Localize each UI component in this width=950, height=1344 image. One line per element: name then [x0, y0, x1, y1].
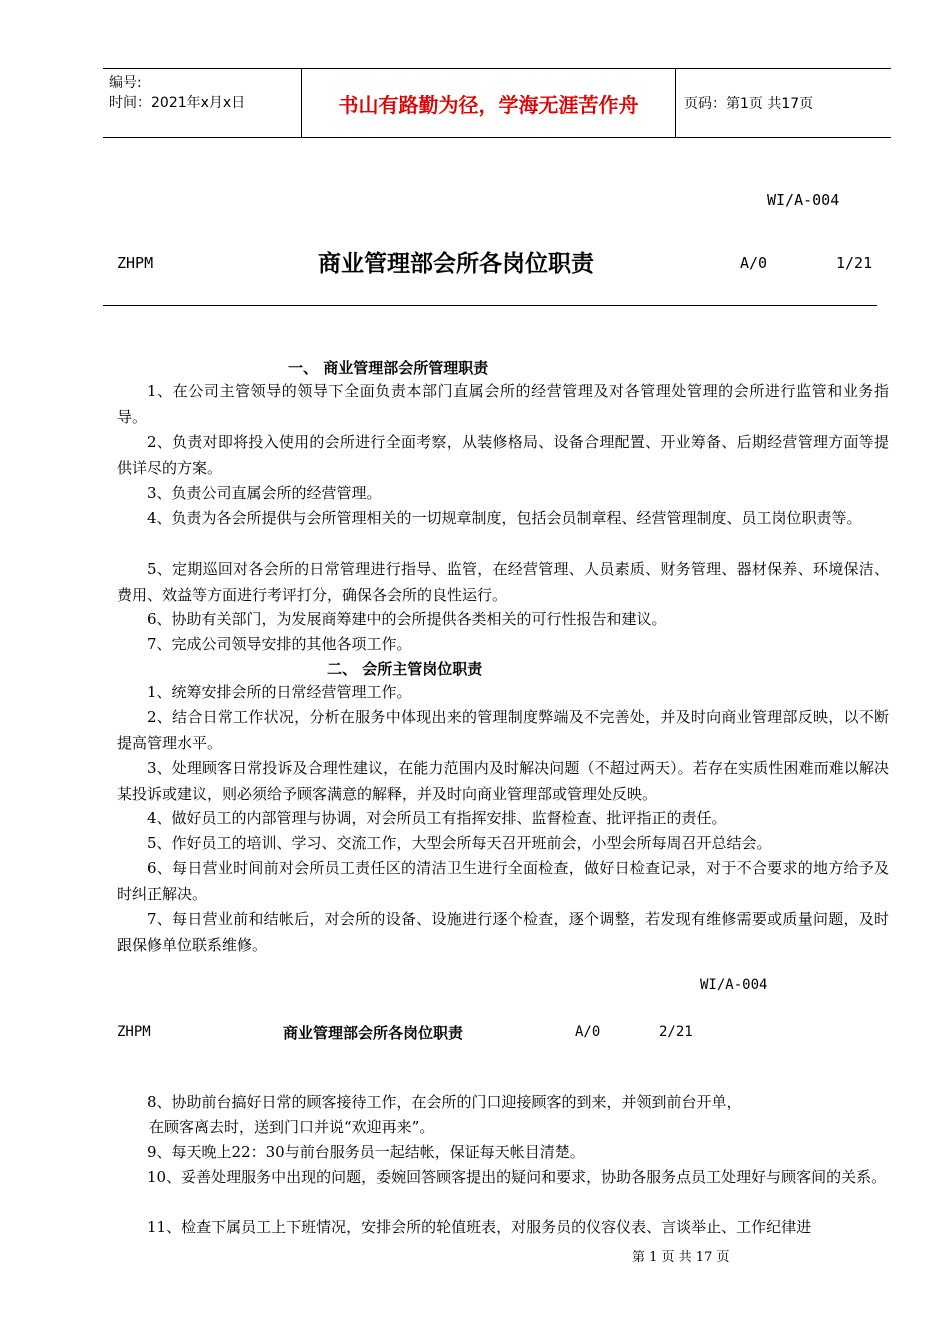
- section2-heading: 二、 会所主管岗位职责: [327, 660, 483, 678]
- section1-item: 7、完成公司领导安排的其他各项工作。: [147, 635, 412, 653]
- section1-heading: 一、 商业管理部会所管理职责: [288, 359, 489, 377]
- section2-item: 3、处理顾客日常投诉及合理性建议，在能力范围内及时解决问题（不超过两天）。若存在实质性困难而难以解决某投诉或建议，则必须给予顾客满意的解释，并及时向商业管理部或管理处反映。: [117, 759, 889, 803]
- continued-item-8: 8、协助前台搞好日常的顾客接待工作，在会所的门口迎接顾客的到来，并领到前台开单，: [147, 1093, 742, 1111]
- section2-item: 1、统筹安排会所的日常经营管理工作。: [147, 683, 412, 701]
- section2-item: 4、做好员工的内部管理与协调，对会所员工有指挥安排、监督检查、批评指正的责任。: [147, 809, 727, 827]
- section1-item: 4、负责为各会所提供与会所管理相关的一切规章制度，包括会员制章程、经营管理制度、员工岗位职责等。: [147, 509, 862, 527]
- doc-code-2: WI/A-004: [700, 977, 768, 993]
- section1-item: 3、负责公司直属会所的经营管理。: [147, 484, 382, 502]
- section2-item: 2、结合日常工作状况，分析在服务中体现出来的管理制度弊端及不完善处，并及时向商业管理部反映，以不断提高管理水平。: [117, 708, 889, 752]
- header-left-cell: [103, 69, 301, 137]
- doc-code: WI/A-004: [767, 191, 840, 209]
- doc-title-2: 商业管理部会所各岗位职责: [283, 1024, 464, 1042]
- header-page-cell: [676, 69, 891, 137]
- doc-org: ZHPM: [117, 254, 154, 272]
- time-label: 时间：2021年x月x日: [109, 95, 246, 111]
- header-motto-cell: [301, 69, 676, 137]
- doc-version-2: A/0: [575, 1024, 601, 1040]
- section1-item: 6、协助有关部门，为发展商筹建中的会所提供各类相关的可行性报告和建议。: [147, 610, 667, 628]
- continued-item: 9、每天晚上22：30与前台服务员一起结帐，保证每天帐目清楚。: [147, 1143, 585, 1161]
- doc-org-2: ZHPM: [117, 1024, 151, 1040]
- motto: 书山有路勤为径，学海无涯苦作舟: [338, 92, 639, 117]
- number-label: 编号:: [109, 75, 142, 91]
- section1-item: 2、负责对即将投入使用的会所进行全面考察，从装修格局、设备合理配置、开业筹备、后期经营管理方面等提供详尽的方案。: [117, 433, 889, 477]
- continued-item-8-line2: 在顾客离去时，送到门口并说“欢迎再来”。: [149, 1118, 435, 1136]
- header-table: [103, 68, 891, 138]
- doc-page: 1/21: [836, 254, 873, 272]
- page-info: 页码：第1页 共17页: [684, 96, 814, 112]
- doc-version: A/0: [740, 254, 768, 272]
- section1-item: 1、在公司主管领导的领导下全面负责本部门直属会所的经营管理及对各管理处管理的会所进行监管和业务指导。: [117, 382, 889, 426]
- continued-item: 10、妥善处理服务中出现的问题，委婉回答顾客提出的疑问和要求，协助各服务点员工处理好与顾客间的关系。: [147, 1168, 887, 1186]
- section2-item: 7、每日营业前和结帐后，对会所的设备、设施进行逐个检查，逐个调整，若发现有维修需要或质量问题，及时跟保修单位联系维修。: [117, 910, 889, 954]
- section2-item: 6、每日营业时间前对会所员工责任区的清洁卫生进行全面检查，做好日检查记录，对于不合要求的地方给予及时纠正解决。: [117, 859, 889, 903]
- section1-item: 5、定期巡回对各会所的日常管理进行指导、监管，在经营管理、人员素质、财务管理、器材保养、环境保洁、费用、效益等方面进行考评打分，确保各会所的良性运行。: [117, 560, 889, 604]
- section2-item: 5、作好员工的培训、学习、交流工作，大型会所每天召开班前会，小型会所每周召开总结会。: [147, 834, 772, 852]
- doc-title: 商业管理部会所各岗位职责: [318, 251, 594, 277]
- doc-page-2: 2/21: [659, 1024, 693, 1040]
- page-footer: 第 1 页 共 17 页: [632, 1250, 730, 1265]
- header-rule: [103, 305, 877, 306]
- continued-item: 11、检查下属员工上下班情况，安排会所的轮值班表，对服务员的仪容仪表、言谈举止、工作纪律进: [147, 1218, 812, 1236]
